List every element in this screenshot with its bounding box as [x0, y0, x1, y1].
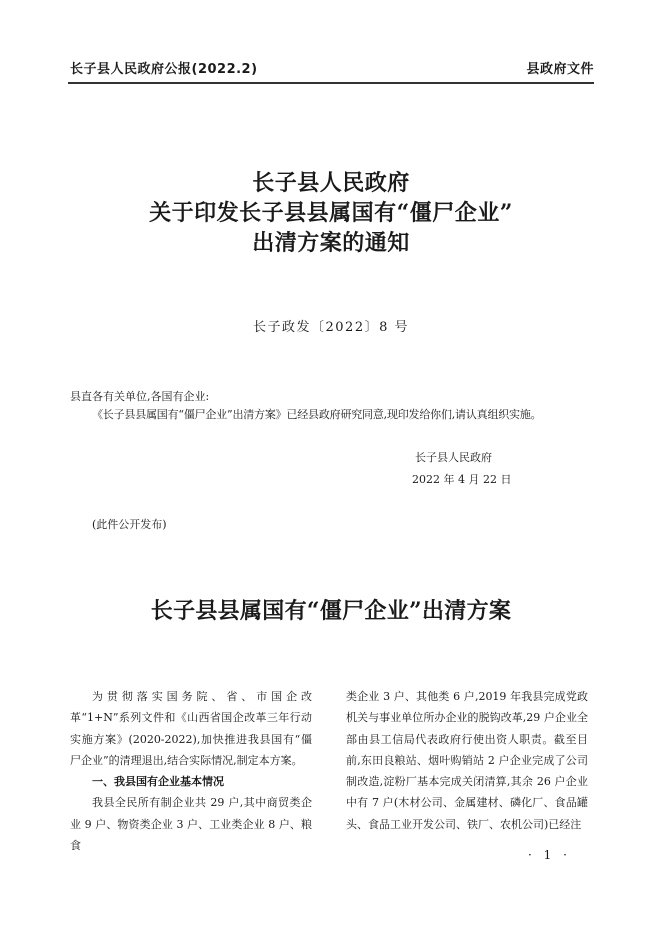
plan-title: 长子县县属国有“僵尸企业”出清方案: [150, 598, 512, 624]
section-label: 县政府文件: [526, 62, 594, 77]
notice-title-line: 长子县人民政府: [252, 170, 410, 196]
addressee: 县直各有关单位,各国有企业:: [70, 390, 210, 403]
header-divider: [68, 82, 594, 84]
left-column: [70, 686, 312, 856]
signing-date: 2022 年 4 月 22 日: [412, 473, 512, 486]
page-number: · 1 ·: [528, 848, 571, 862]
section-heading: 一、我县国有企业基本情况: [92, 775, 224, 789]
section-paragraph: 我县全民所有制企业共 29 户,其中商贸类企业 9 户、物资类企业 3 户、工业类企业 8 户、粮食: [70, 796, 312, 853]
publication-note: (此件公开发布): [92, 518, 167, 531]
plan-intro-paragraph: 为贯彻落实国务院、省、市国企改革“1+N”系列文件和《山西省国企改革三年行动实施方案》(2020-2022),加快推进我县国有“僵尸企业”的清理退出,结合实际情况,制定本方案。: [70, 690, 312, 767]
gazette-title: 长子县人民政府公报(2022.2): [70, 62, 258, 77]
continued-paragraph: 类企业 3 户、其他类 6 户,2019 年我县完成党政机关与事业单位所办企业的脱钩改革,29 户企业全部由县工信局代表政府行使出资人职责。截至目前,东田良粮站、烟叶购销站 2 户企业完成了公司制改造,淀粉厂基本完成关闭清算,其余 26 户企业中有 7 户(木材公司、金属建材、磷化厂、食品罐头、食品工业开发公司、铁厂、农机公司)已经注: [346, 690, 588, 831]
right-column: [346, 686, 588, 835]
signer: 长子县人民政府: [415, 451, 492, 464]
notice-title-line: 关于印发长子县县属国有“僵尸企业”: [149, 200, 513, 226]
document-number: 长子政发〔2022〕8 号: [253, 320, 409, 335]
notice-body: 《长子县县属国有“僵尸企业”出清方案》已经县政府研究同意,现印发给你们,请认真组织实施。: [92, 408, 542, 421]
notice-title: [70, 168, 592, 258]
notice-title-line: 出清方案的通知: [252, 230, 410, 256]
